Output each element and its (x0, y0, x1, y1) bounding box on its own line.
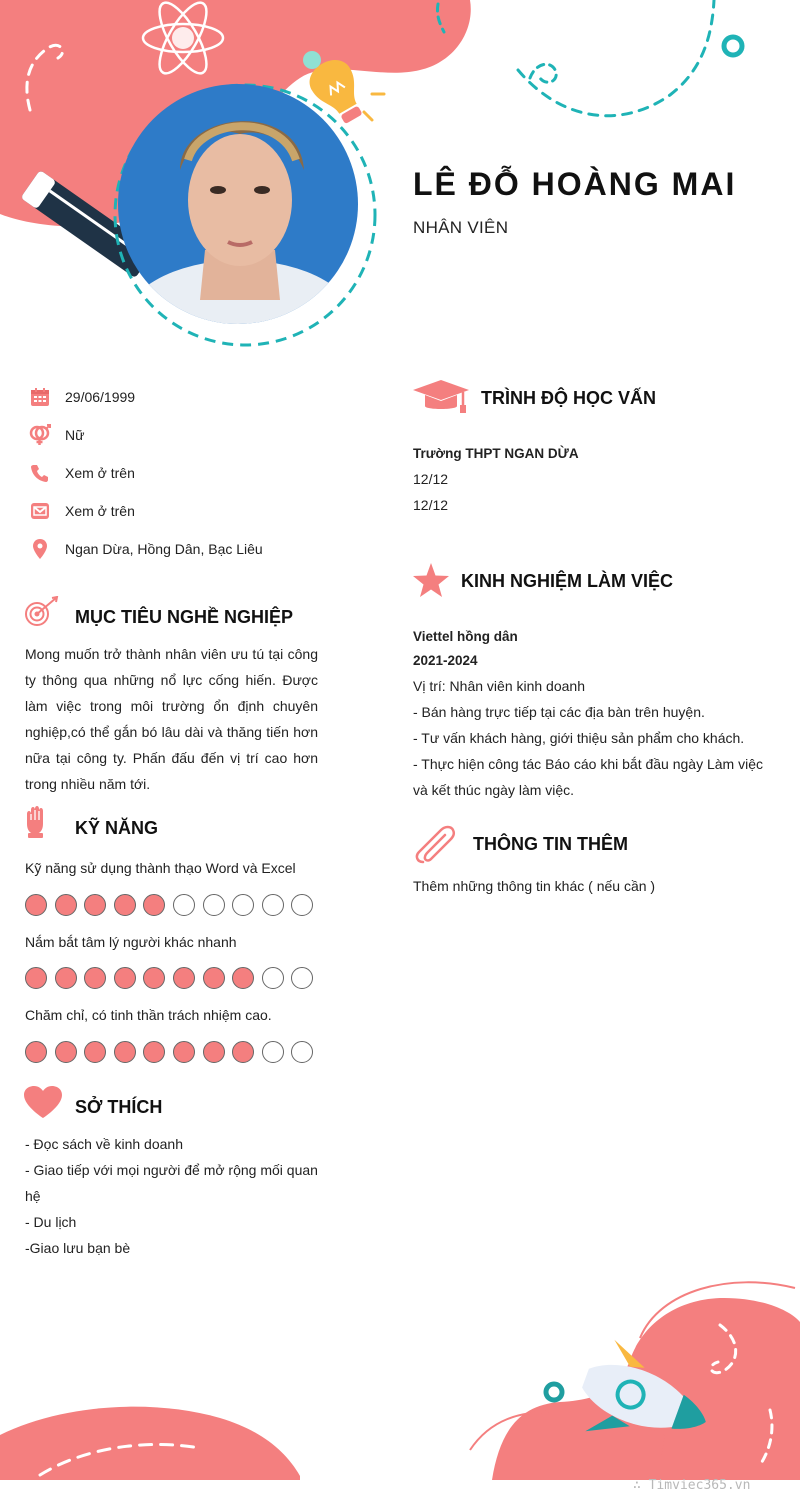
location-pin-icon (28, 537, 52, 561)
graduation-cap-icon (413, 380, 469, 419)
contact-birthday (28, 385, 135, 409)
skill-name: Chăm chỉ, có tinh thần trách nhiệm cao. (25, 1007, 272, 1023)
teal-ring (724, 37, 742, 55)
rating-dot-empty (173, 894, 195, 916)
rating-dot-filled (55, 967, 77, 989)
rating-dot-filled (25, 894, 47, 916)
hobbies-title: SỞ THÍCH (75, 1097, 163, 1117)
rating-dot-filled (232, 1041, 254, 1063)
hobby-line: -Giao lưu bạn bè (25, 1240, 131, 1256)
experience-line: Vị trí: Nhân viên kinh doanh (413, 678, 585, 694)
hobby-line: - Du lịch (25, 1214, 77, 1230)
rating-dot-empty (291, 1041, 313, 1063)
email-text: Xem ở trên (65, 503, 135, 519)
experience-line: - Thực hiện công tác Báo cáo khi bắt đầu ngày Làm việc (413, 756, 763, 772)
objective-title: MỤC TIÊU NGHỀ NGHIỆP (75, 607, 294, 627)
rating-dot-empty (262, 1041, 284, 1063)
experience-line: và kết thúc ngày làm việc. (413, 782, 575, 798)
paperclip-icon (415, 824, 459, 869)
skills-title: KỸ NĂNG (75, 818, 159, 838)
objective-text: Mong muốn trở thành nhân viên ưu tú tại công ty thông qua những nổ lực cống hiến. Được làm việc trong môi trường ổn định chuyên nghiệp,có thể gắn bó lâu dài và thăng tiến hơn nữa tại công ty. Phấn đấu đến vị trí cao hơn trong nhiều năm tới. (25, 646, 318, 792)
heart-icon (24, 1086, 62, 1123)
contact-gender (28, 423, 84, 447)
rating-dot-empty (203, 894, 225, 916)
experience-line: - Tư vấn khách hàng, giới thiệu sản phẩm cho khách. (413, 730, 745, 746)
additional-title: THÔNG TIN THÊM (473, 834, 628, 854)
watermark: ∴ Timviec365.vn (633, 1478, 751, 1493)
experience-title: KINH NGHIỆM LÀM VIỆC (461, 571, 674, 591)
email-icon (28, 499, 52, 523)
hobby-line: - Giao tiếp với mọi người để mở rộng mối quan (25, 1162, 318, 1178)
rating-dot-empty (262, 967, 284, 989)
gender-text: Nữ (65, 427, 85, 443)
rating-dot-filled (114, 1041, 136, 1063)
education-line: 12/12 (413, 471, 449, 487)
contact-email (28, 499, 135, 523)
candidate-name: LÊ ĐỖ HOÀNG MAI (413, 166, 737, 202)
experience-company: Viettel hồng dân (413, 629, 518, 644)
phone-icon (28, 461, 52, 485)
phone-text: Xem ở trên (65, 465, 135, 481)
birthday-text: 29/06/1999 (65, 389, 136, 405)
rating-dot-filled (173, 967, 195, 989)
rating-dot-filled (173, 1041, 195, 1063)
experience-period: 2021-2024 (413, 653, 478, 668)
contact-address (28, 537, 263, 561)
education-line: 12/12 (413, 497, 449, 513)
profile-photo (118, 84, 360, 360)
education-title: TRÌNH ĐỘ HỌC VẤN (481, 388, 656, 408)
skill-rating (25, 967, 321, 989)
rating-dot-filled (114, 967, 136, 989)
education-school: Trường THPT NGAN DỪA (413, 446, 579, 461)
skill-name: Nắm bắt tâm lý người khác nhanh (25, 934, 237, 950)
rating-dot-filled (84, 1041, 106, 1063)
rating-dot-filled (143, 1041, 165, 1063)
rating-dot-filled (143, 967, 165, 989)
rating-dot-filled (114, 894, 136, 916)
star-icon (413, 563, 449, 602)
lightbulb-glow (303, 51, 321, 69)
candidate-position: NHÂN VIÊN (413, 218, 509, 237)
rating-dot-filled (84, 967, 106, 989)
footer-decoration (0, 1270, 800, 1480)
skill-rating (25, 894, 321, 916)
rating-dot-empty (291, 894, 313, 916)
rating-dot-filled (55, 894, 77, 916)
teal-ring-bottom (546, 1384, 562, 1400)
hobby-line: - Đọc sách về kinh doanh (25, 1136, 183, 1152)
fist-icon (24, 806, 48, 843)
skill-name: Kỹ năng sử dụng thành thạo Word và Excel (25, 860, 296, 876)
calendar-icon (28, 385, 52, 409)
experience-line: - Bán hàng trực tiếp tại các địa bàn trên huyện. (413, 704, 705, 720)
hobby-line: hệ (25, 1188, 41, 1204)
rating-dot-filled (25, 1041, 47, 1063)
skill-rating (25, 1041, 321, 1063)
rating-dot-filled (232, 967, 254, 989)
rating-dot-filled (203, 967, 225, 989)
address-text: Ngan Dừa, Hồng Dân, Bạc Liêu (65, 541, 263, 557)
rating-dot-filled (84, 894, 106, 916)
rating-dot-filled (203, 1041, 225, 1063)
rating-dot-filled (55, 1041, 77, 1063)
rating-dot-filled (25, 967, 47, 989)
rating-dot-empty (291, 967, 313, 989)
rating-dot-empty (262, 894, 284, 916)
contact-phone (28, 461, 135, 485)
gender-icon (28, 423, 52, 447)
additional-text: Thêm những thông tin khác ( nếu cần ) (413, 878, 656, 894)
target-icon (24, 596, 60, 635)
rating-dot-empty (232, 894, 254, 916)
rating-dot-filled (143, 894, 165, 916)
